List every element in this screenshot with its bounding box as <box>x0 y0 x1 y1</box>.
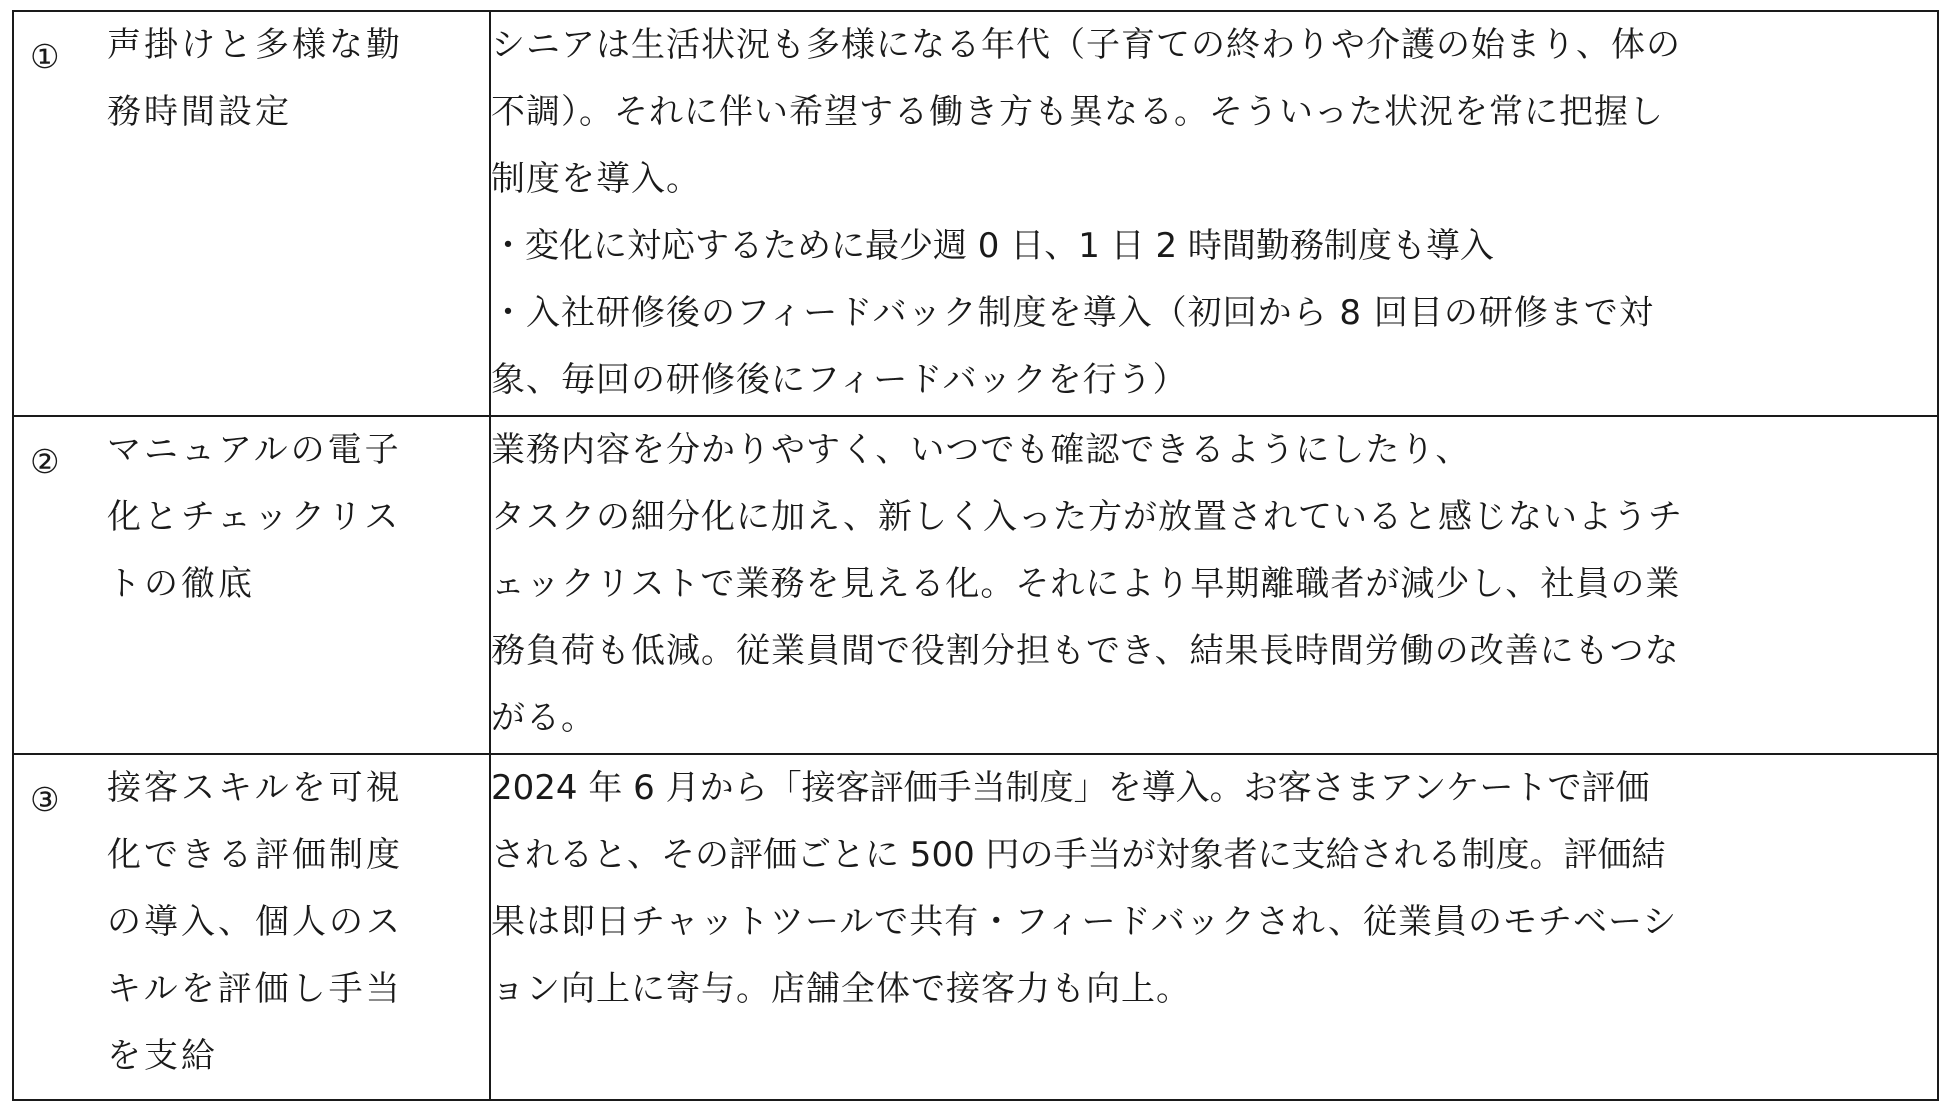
heading-line: 声掛けと多様な勤 <box>107 25 403 65</box>
row-number: ① <box>30 37 60 76</box>
table-row <box>13 11 1938 416</box>
table-row <box>13 754 1938 1100</box>
heading-line: 化とチェックリス <box>107 497 402 537</box>
heading-line: 務時間設定 <box>107 92 292 132</box>
row-heading-cell <box>13 11 490 416</box>
body-line: 象、毎回の研修後にフィードバックを行う） <box>491 360 1188 400</box>
row-number: ③ <box>30 780 60 819</box>
row-heading <box>107 417 469 618</box>
row-heading-cell <box>13 416 490 754</box>
body-line: がる。 <box>491 698 596 738</box>
body-line: ェックリストで業務を見える化。それにより早期離職者が減少し、社員の業 <box>491 564 1681 604</box>
row-heading-cell <box>13 754 490 1100</box>
body-line: ・変化に対応するために最少週 0 日、1 日 2 時間勤務制度も導入 <box>491 226 1494 266</box>
row-number: ② <box>30 442 60 481</box>
body-line: 業務内容を分かりやすく、いつでも確認できるようにしたり、 <box>491 430 1471 470</box>
body-line: 不調）。それに伴い希望する働き方も異なる。そういった状況を常に把握し <box>491 92 1664 132</box>
measures-table <box>12 10 1939 1101</box>
body-line: シニアは生活状況も多様になる年代（子育ての終わりや介護の始まり、体の <box>491 25 1681 65</box>
row-heading <box>107 12 469 146</box>
table-row <box>13 416 1938 754</box>
heading-line: キルを評価し手当 <box>107 969 403 1009</box>
body-line: 務負荷も低減。従業員間で役割分担もでき、結果長時間労働の改善にもつな <box>491 631 1680 671</box>
row-body-cell <box>490 11 1938 416</box>
row-heading <box>107 755 469 1090</box>
body-line: されると、その評価ごとに 500 円の手当が対象者に支給される制度。評価結 <box>491 835 1666 875</box>
heading-line: の導入、個人のス <box>107 902 403 942</box>
body-line: 2024 年 6 月から「接客評価手当制度」を導入。お客さまアンケートで評価 <box>491 768 1650 808</box>
heading-line: 化できる評価制度 <box>107 835 403 875</box>
body-line: ョン向上に寄与。店舗全体で接客力も向上。 <box>491 969 1191 1009</box>
row-body-cell <box>490 754 1938 1100</box>
body-line: ・入社研修後のフィードバック制度を導入（初回から 8 回目の研修まで対 <box>491 293 1654 333</box>
body-line: 制度を導入。 <box>491 159 701 199</box>
body-line: 果は即日チャットツールで共有・フィードバックされ、従業員のモチベーシ <box>491 902 1678 942</box>
row-body-cell <box>490 416 1938 754</box>
heading-line: 接客スキルを可視 <box>107 768 403 808</box>
body-line: タスクの細分化に加え、新しく入った方が放置されていると感じないようチ <box>491 497 1684 537</box>
heading-line: を支給 <box>107 1036 218 1076</box>
heading-line: マニュアルの電子 <box>107 430 402 470</box>
heading-line: トの徹底 <box>107 564 255 604</box>
